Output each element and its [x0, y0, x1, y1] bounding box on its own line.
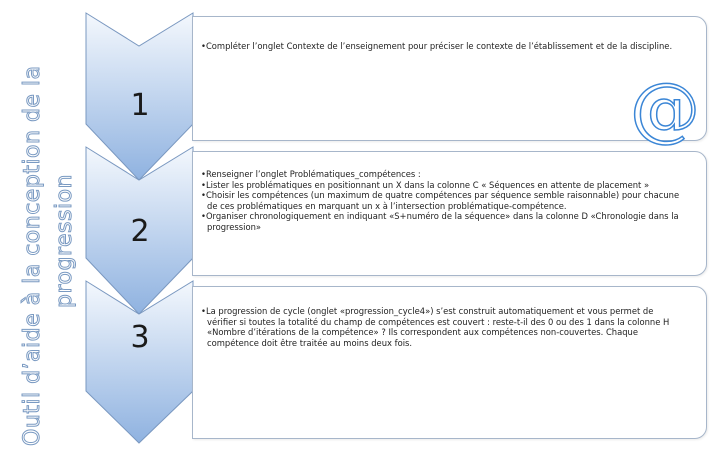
- step-1-bullet: • Compléter l’onglet Contexte de l’enseignement pour préciser le contexte de l’établissement et de la discipline.: [201, 41, 682, 52]
- step-3-number: 3: [130, 320, 150, 355]
- step-2-text: [201, 169, 682, 232]
- step-3-bullet: • La progression de cycle (onglet «progression_cycle4») s’est construit automatiquement et vous permet de vérifier si toutes la totalité du champ de compétences est couvert : reste-t-il des 0 ou des 1 dans la colonne H «Nombre d’itérations de la compétence» ? Ils correspondent aux compétences non-couvertes. Chaque compétence doit être traitée au moins deux fois.: [201, 306, 682, 348]
- step-3-text: [201, 306, 682, 348]
- step-2-bullet: • Choisir les compétences (un maximum de quatre compétences par séquence semble raisonnable) pour chacune de ces problématiques en marquant un x à l’intersection problématique-compétence.: [201, 190, 682, 211]
- step-3-box: [192, 286, 707, 439]
- at-icon: @: [630, 68, 700, 150]
- side-title-line-2: progression: [52, 174, 77, 308]
- side-title: [0, 0, 80, 450]
- step-2-bullet: • Renseigner l’onglet Problématiques_compétences :: [201, 169, 682, 180]
- step-2-bullet: • Organiser chronologiquement en indiquant «S+numéro de la séquence» dans la colonne D «Chronologie dans la progression»: [201, 211, 682, 232]
- side-title-line-1: Outil d’aide à la conception de la: [20, 65, 45, 446]
- step-2-bullet: • Lister les problématiques en positionnant un X dans la colonne C « Séquences en attente de placement »: [201, 180, 682, 191]
- step-2-number: 2: [130, 214, 150, 249]
- step-1-number: 1: [130, 88, 150, 123]
- step-3-chevron: [85, 280, 195, 445]
- chevron-arrow-icon: [85, 280, 195, 445]
- step-2-box: [192, 151, 707, 276]
- step-1-text: [201, 41, 682, 52]
